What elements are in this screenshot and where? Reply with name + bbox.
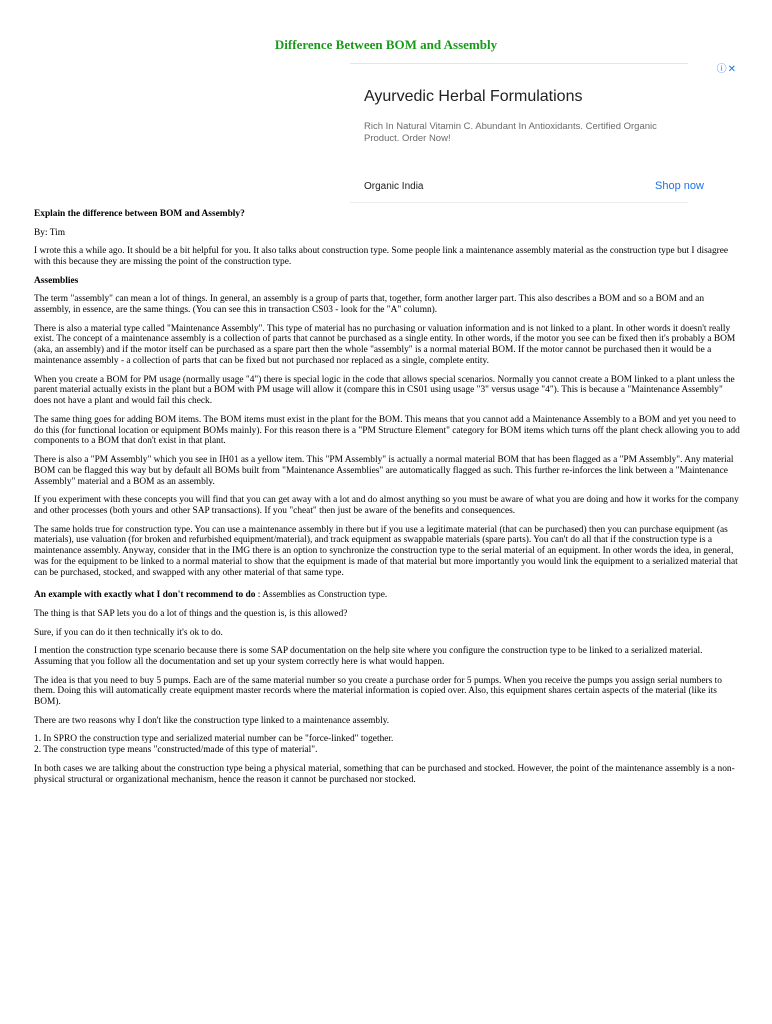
paragraph: I wrote this a while ago. It should be a bit helpful for you. It also talks about construction type. Some people link a maintenance assembly material as the construction type but I disagree with this because they are missing the point of the construction type. — [34, 246, 729, 267]
list — [34, 734, 740, 756]
ad-choices-icon[interactable]: ⓘ✕ — [716, 64, 737, 75]
page-title: Difference Between BOM and Assembly — [274, 37, 498, 52]
example-heading-rest: : Assemblies as Construction type. — [255, 590, 388, 601]
ad-divider — [350, 63, 688, 64]
list-item: 1. In SPRO the construction type and serialized material number can be "force-linked" together. — [34, 734, 394, 745]
paragraph: In both cases we are talking about the construction type being a physical material, something that can be purchased and stocked. However, the point of the maintenance assembly is a non-physical structural or organizational mechanism, hence the reason it cannot be purchased nor stocked. — [34, 763, 735, 785]
example-heading-bold: An example with exactly what I don't recommend to do — [34, 590, 256, 601]
paragraph: Sure, if you can do it then technically it's ok to do. — [34, 627, 223, 638]
paragraph: There are two reasons why I don't like the construction type linked to a maintenance assembly. — [34, 715, 390, 726]
paragraph: The idea is that you need to buy 5 pumps. Each are of the same material number so you create a purchase order for 5 pumps. When you receive the pumps you assign serial numbers to them. Doing this will automatically create equipment master records where the material information is copied over. Also, this equipment shares certain aspects of the material (like its BOM). — [34, 675, 722, 708]
paragraph: The same thing goes for adding BOM items. The BOM items must exist in the plant for the BOM. This means that you cannot add a Maintenance Assembly to a BOM and yet you need to do this (for functional location or equipment BOMs mainly). For this reason there is a "PM Structure Element" category for BOM items which turns off the plant check allowing you to add components to a BOM that don't exist in that plant. — [34, 414, 740, 447]
example-heading — [34, 590, 740, 601]
paragraph: If you experiment with these concepts you will find that you can get away with a lot and do almost anything so you must be aware of what you are doing and how it works for the company and other processes (both yours and other SAP transactions). If you "cheat" then just be aware of the benefits and consequences. — [34, 495, 739, 516]
paragraph: There is also a "PM Assembly" which you see in IH01 as a yellow item. This "PM Assembly" is actually a normal material BOM that has been flagged as a "PM Assembly". Any material BOM can be flagged this way but by default all BOMs built from "Maintenance Assemblies" are automatically flagged as such. This further re-inforces the link between a "Maintenance Assembly" material and a BOM as an assembly. — [34, 454, 734, 487]
byline: By: Tim — [34, 227, 66, 238]
ad-headline[interactable]: Ayurvedic Herbal Formulations — [364, 88, 583, 105]
article-question: Explain the difference between BOM and Assembly? — [34, 209, 245, 219]
paragraph: The term "assembly" can mean a lot of things. In general, an assembly is a group of parts that, together, form another larger part. This also describes a BOM and so a BOM and an assembly, in essence, are the same things. (You can see this in transaction CS03 - look for the "A" column). — [34, 294, 705, 315]
section-heading-assemblies: Assemblies — [34, 275, 79, 286]
list-item: 2. The construction type means "constructed/made of this type of material". — [34, 745, 318, 756]
advertisement[interactable] — [350, 60, 738, 204]
paragraph: There is also a material type called "Maintenance Assembly". This type of material has no purchasing or valuation information and is not linked to a plant. In other words it doesn't really exist. The concept of a maintenance assembly is a collection of parts that cannot be purchased as a single entity. In other words, if the motor you see can be fixed then it's probably a BOM (aka, an assembly) and if the motor itself can be purchased as a spare part then the whole "assembly" is a normal material BOM. If the motor cannot be purchased then it would be a maintenance assembly - a collection of parts that can be fixed but not purchased nor replaced as a single, complete entity. — [34, 323, 736, 366]
paragraph: The same holds true for construction type. You can use a maintenance assembly in there but if you use a legitimate material (that can be purchased) then you can purchase equipment (as materials), use valuation (for broken and refurbished equipment/material), and track equipment as swappable materials (spare parts). You can't do all that if the construction type is a maintenance assembly. Anyway, consider that in the IMG there is an option to synchronize the construction type to the serial material of an equipment. In other words the idea, in general, was for the equipment to be linked to a normal material to show that the equipment is made of that material but more importantly you would link the equipment to a serialized material that can be purchased, stocked, and swapped with any other material of that same type. — [34, 524, 738, 578]
ad-divider — [350, 202, 688, 203]
paragraph: The thing is that SAP lets you do a lot of things and the question is, is this allowed? — [34, 609, 348, 620]
ad-description[interactable]: Rich In Natural Vitamin C. Abundant In Antioxidants. Certified Organic Product. Order Now! — [364, 121, 657, 144]
ad-advertiser[interactable]: Organic India — [364, 181, 424, 192]
paragraph: When you create a BOM for PM usage (normally usage "4") there is special logic in the code that allows special scenarios. Normally you cannot create a BOM linked to a plant unless the parent material actually exists in the plant but a BOM with PM usage will allow it (compare this in CS01 using usage "3" versus usage "4"). This is because a "Maintenance Assembly" does not have a plant and would fail this check. — [34, 374, 735, 407]
ad-shop-now-link[interactable]: Shop now — [655, 180, 704, 192]
paragraph: I mention the construction type scenario because there is some SAP documentation on the help site where you configure the construction type to be linked to a serialized material. Assuming that you follow all the documentation and set up your system correctly here is what would happen. — [34, 646, 703, 668]
article-body — [34, 209, 740, 793]
